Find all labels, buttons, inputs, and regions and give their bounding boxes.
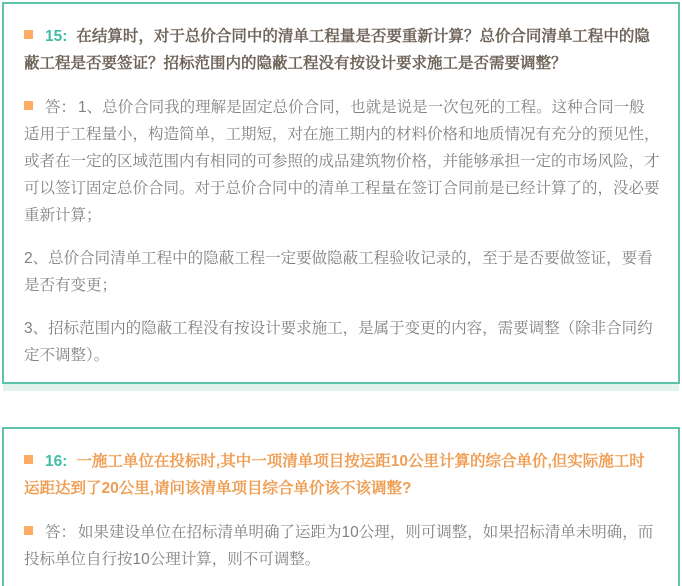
question-number: 16: bbox=[45, 453, 68, 470]
answer-paragraph bbox=[24, 94, 660, 229]
square-bullet-icon bbox=[24, 455, 33, 464]
question-16 bbox=[24, 448, 660, 502]
square-bullet-icon bbox=[24, 30, 33, 39]
answer-paragraph: 3、招标范围内的隐蔽工程没有按设计要求施工，是属于变更的内容，需要调整（除非合同约定不调整）。 bbox=[24, 320, 653, 364]
question-number: 15: bbox=[45, 28, 68, 45]
answer-text: 1、总价合同我的理解是固定总价合同，也就是说是一次包死的工程。这种合同一般适用于工程量小，构造简单，工期短，对在施工期内的材料价格和地质情况有充分的预见性，或者在一定的区域范围内有相同的可参照的成品建筑物价格，并能够承担一定的市场风险，才可以签订固定总价合同。对于总价合同中的清单工程量在签订合同前是已经计算了的，没必要重新计算； bbox=[24, 99, 660, 224]
answer-text: 如果建设单位在招标清单明确了运距为10公理，则可调整，如果招标清单未明确，而投标单位自行按10公理计算，则不可调整。 bbox=[24, 524, 654, 568]
answer-paragraph: 2、总价合同清单工程中的隐蔽工程一定要做隐蔽工程验收记录的，至于是否要做签证，要看是否有变更； bbox=[24, 250, 653, 294]
question-text: 在结算时，对于总价合同中的清单工程量是否要重新计算？总价合同清单工程中的隐蔽工程是否要签证？招标范围内的隐蔽工程没有按设计要求施工是否需要调整？ bbox=[24, 28, 650, 72]
question-text: 一施工单位在投标时,其中一项清单项目按运距10公里计算的综合单价,但实际施工时运距达到了20公里,请问该清单项目综合单价该不该调整? bbox=[24, 453, 645, 497]
answer-label: 答： bbox=[45, 524, 77, 541]
square-bullet-icon bbox=[24, 526, 33, 535]
qa-card-15 bbox=[2, 2, 680, 384]
square-bullet-icon bbox=[24, 101, 33, 110]
answer-paragraph bbox=[24, 519, 660, 573]
qa-card-16 bbox=[2, 427, 680, 586]
question-15 bbox=[24, 23, 660, 77]
answer-label: 答： bbox=[45, 99, 77, 116]
